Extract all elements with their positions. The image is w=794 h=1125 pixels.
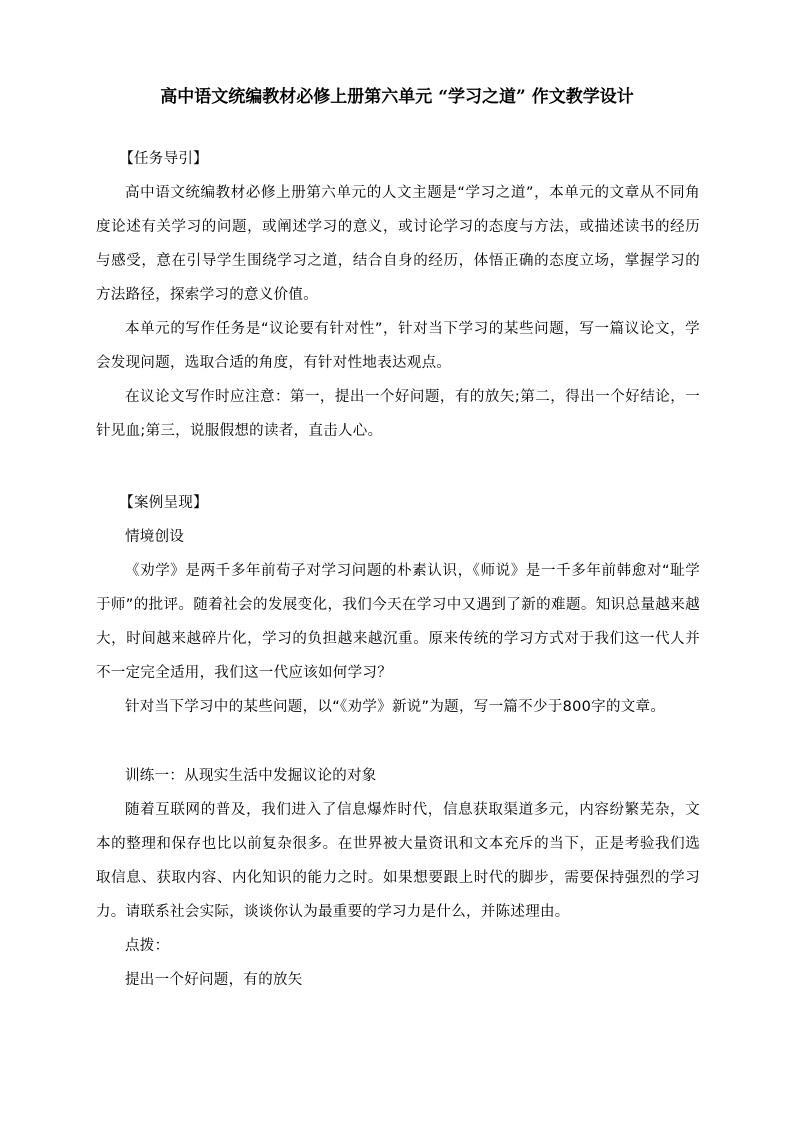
task-guide-paragraph-1: 高中语文统编教材必修上册第六单元的人文主题是“学习之道”，本单元的文章从不同角度论述有关学习的问题，或阐述学习的意义，或讨论学习的态度与方法，或描述读书的经历与感受，意在引导学生围绕学习之道，结合自身的经历，体悟正确的态度立场，掌握学习的方法路径，探索学习的意义价值。 [96,185,700,303]
scenario-subheading: 情境创设 [125,529,185,545]
training-section [96,759,700,997]
scenario-paragraph-1: 《劝学》是两千多年前荀子对学习问题的朴素认识，《师说》是一千多年前韩愈对“耻学于师”的批评。随着社会的发展变化，我们今天在学习中又遇到了新的难题。知识总量越来越大，时间越来越碎片化，学习的负担越来越沉重。原来传统的学习方式对于我们这一代人并不一定完全适用，我们这一代应该如何学习？ [96,563,700,681]
task-guide-section [96,142,700,448]
training-paragraph-1: 随着互联网的普及，我们进入了信息爆炸时代，信息获取渠道多元，内容纷繁芜杂，文本的整理和保存也比以前复杂很多。在世界被大量资讯和文本充斥的当下，正是考验我们选取信息、获取内容、内化知识的能力之时。如果想要跟上时代的脚步，需要保持强烈的学习力。请联系社会实际，谈谈你认为最重要的学习力是什么，并陈述理由。 [96,802,700,920]
task-guide-paragraph-3: 在议论文写作时应注意：第一，提出一个好问题，有的放矢;第二，得出一个好结论，一针见血;第三，说服假想的读者，直击人心。 [96,389,700,439]
case-heading: 【案例呈现】 [119,495,208,511]
document-title: 高中语文统编教材必修上册第六单元 “学习之道” 作文教学设计 [160,87,634,107]
tip-label: 点拨： [125,938,170,954]
scenario-paragraph-2: 针对当下学习中的某些问题，以“《劝学》新说”为题，写一篇不少于800字的文章。 [125,699,666,715]
case-section [96,486,700,724]
training-heading: 训练一：从现实生活中发掘议论的对象 [125,768,377,784]
tip-text: 提出一个好问题，有的放矢 [125,972,303,988]
task-guide-heading: 【任务导引】 [119,151,208,167]
task-guide-paragraph-2: 本单元的写作任务是“议论要有针对性”，针对当下学习的某些问题，写一篇议论文，学会发现问题，选取合适的角度，有针对性地表达观点。 [96,321,700,371]
